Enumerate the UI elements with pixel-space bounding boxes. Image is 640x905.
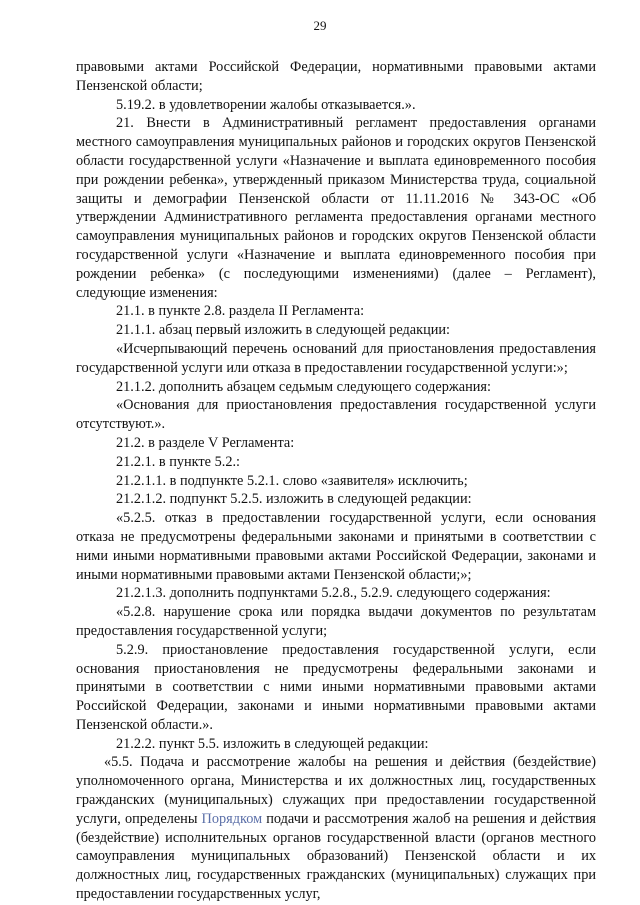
paragraph-21-2-1: 21.2.1. в пункте 5.2.: xyxy=(116,453,241,470)
procedure-link[interactable]: Порядком xyxy=(201,810,263,827)
paragraph-21-2: 21.2. в разделе V Регламента: xyxy=(116,434,295,451)
paragraph-quote-5-5 xyxy=(76,753,596,903)
paragraph-21-1-2: 21.1.2. дополнить абзацем седьмым следующего содержания: xyxy=(116,378,491,395)
document-body xyxy=(76,58,596,904)
paragraph-5-5-text-end: подачи и рассмотрения жалоб на решения и действия (бездействие) исполнительных органов государственной власти (органов местного самоуправления муниципальных образований) Пензенской области и их должностных лиц, государственных гражданских (муниципальных) служащих при предоставлении государственных услуг, xyxy=(76,810,596,903)
paragraph-21-2-2: 21.2.2. пункт 5.5. изложить в следующей редакции: xyxy=(116,735,429,752)
paragraph-quote-5-2-5: «5.2.5. отказ в предоставлении государственной услуги, если основания отказа не предусмотрены федеральными законами и принятыми в соответствии с ними иными нормативными правовыми актами Российской Федерации, законами и иными нормативными правовыми актами Пензенской области;»; xyxy=(76,510,596,583)
paragraph-21-2-1-2: 21.2.1.2. подпункт 5.2.5. изложить в следующей редакции: xyxy=(116,491,472,508)
paragraph-5-5-text-start: «5.5. Подача и рассмотрение жалобы на решения и действия (бездействие) уполномоченного органа, Министерства и их должностных лиц, государственных гражданских (муниципальных) служащих при предоставлении государственной услуги, определены xyxy=(76,754,596,827)
page-number: 29 xyxy=(313,18,327,33)
paragraph-continuation: правовыми актами Российской Федерации, нормативными правовыми актами Пензенской области; xyxy=(76,59,596,94)
paragraph-quote-exhaustive-list: «Исчерпывающий перечень оснований для приостановления предоставления государственной услуги или отказа в предоставлении государственной услуги:»; xyxy=(76,340,596,376)
paragraph-21-1: 21.1. в пункте 2.8. раздела II Регламента: xyxy=(116,303,365,320)
paragraph-5-2-9: 5.2.9. приостановление предоставления государственной услуги, если основания приостановления не предусмотрены федеральными законами и принятыми в соответствии с ними иными нормативными правовыми актами Российской Федерации, законами и иными нормативными правовыми актами Пензенской области.». xyxy=(76,641,596,733)
paragraph-21-2-1-1: 21.2.1.1. в подпункте 5.2.1. слово «заявителя» исключить; xyxy=(116,472,468,489)
paragraph-21-1-1: 21.1.1. абзац первый изложить в следующей редакции: xyxy=(116,322,450,339)
paragraph-quote-grounds: «Основания для приостановления предоставления государственной услуги отсутствуют.». xyxy=(76,397,596,433)
paragraph-21: 21. Внести в Административный регламент предоставления органами местного самоуправления муниципальных районов и городских округов Пензенской области государственной услуги «Назначение и выплата единовременного пособия при рождении ребенка», утвержденный приказом Министерства труда, социальной защиты и демографии Пензенской области от 11.11.2016 № 343-ОС «Об утверждении Административного регламента предоставления органами местного самоуправления муниципальных районов и городских округов Пензенской области государственной услуги «Назначение и выплата единовременного пособия при рождении ребенка» (с последующими изменениями) (далее – Регламент), следующие изменения: xyxy=(76,115,596,301)
paragraph-5-19-2: 5.19.2. в удовлетворении жалобы отказывается.». xyxy=(116,96,416,113)
paragraph-21-2-1-3: 21.2.1.3. дополнить подпунктами 5.2.8., 5.2.9. следующего содержания: xyxy=(116,585,551,602)
paragraph-quote-5-2-8: «5.2.8. нарушение срока или порядка выдачи документов по результатам предоставления государственной услуги; xyxy=(76,604,596,639)
